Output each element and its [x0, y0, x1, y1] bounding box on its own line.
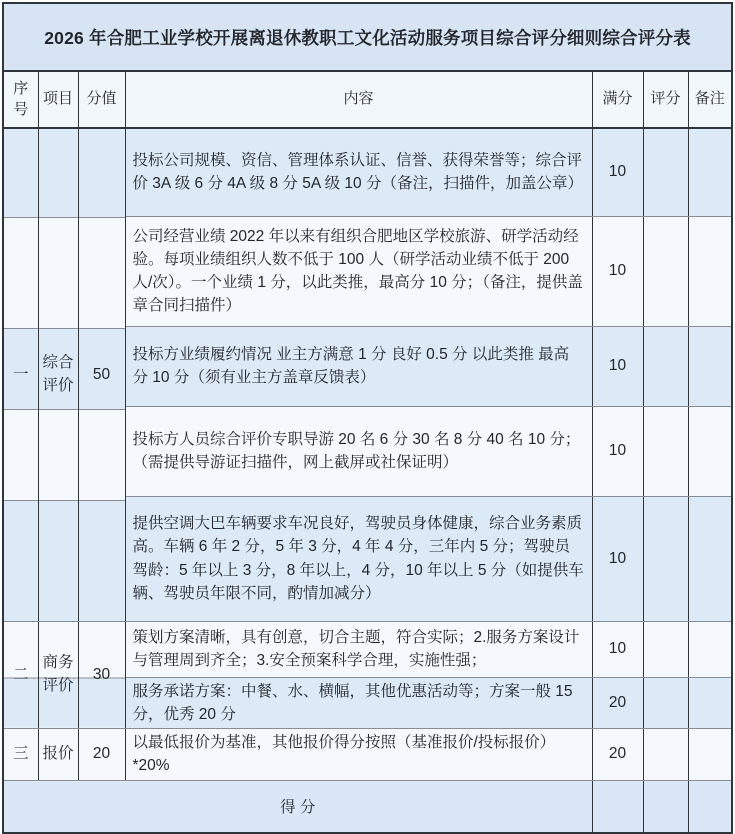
table-row: [3, 621, 732, 677]
section3-value: 20: [78, 729, 125, 781]
total-score-row: [3, 780, 732, 833]
max-score: 10: [592, 326, 643, 406]
note-cell: [688, 729, 732, 781]
section1-no: 一: [3, 128, 38, 621]
note-cell: [688, 128, 732, 216]
max-score: 10: [592, 128, 643, 216]
document-title: 2026 年合肥工业学校开展离退休教职工文化活动服务项目综合评分细则综合评分表: [3, 3, 732, 71]
col-header-item: 项目: [38, 71, 78, 128]
max-score: 20: [592, 677, 643, 729]
section2-item: 商务评价: [38, 621, 78, 729]
criteria-text: 投标方业绩履约情况 业主方满意 1 分 良好 0.5 分 以此类推 最高分 10 分（须有业主方盖章反馈表）: [125, 326, 592, 406]
section2-value: 30: [78, 621, 125, 729]
col-header-no: 序号: [3, 71, 38, 128]
total-note-cell: [688, 780, 732, 833]
note-cell: [688, 621, 732, 677]
col-header-max: 满分: [592, 71, 643, 128]
score-cell: [643, 621, 688, 677]
scoring-table: [2, 2, 733, 834]
max-score: 20: [592, 729, 643, 781]
note-cell: [688, 496, 732, 621]
score-cell: [643, 326, 688, 406]
criteria-text: 服务承诺方案：中餐、水、横幅，其他优惠活动等；方案一般 15 分，优秀 20 分: [125, 677, 592, 729]
note-cell: [688, 677, 732, 729]
max-score: 10: [592, 621, 643, 677]
score-cell: [643, 216, 688, 326]
col-header-content: 内容: [125, 71, 592, 128]
criteria-text: 以最低报价为基准，其他报价得分按照（基准报价/投标报价）*20%: [125, 729, 592, 781]
criteria-text: 投标方人员综合评价专职导游 20 名 6 分 30 名 8 分 40 名 10 分；（需提供导游证扫描件，网上截屏或社保证明）: [125, 406, 592, 496]
section1-item: 综合评价: [38, 128, 78, 621]
note-cell: [688, 406, 732, 496]
table-row: [3, 128, 732, 216]
score-cell: [643, 496, 688, 621]
criteria-text: 策划方案清晰，具有创意，切合主题，符合实际；2.服务方案设计与管理周到齐全；3.安全预案科学合理，实施性强；: [125, 621, 592, 677]
note-cell: [688, 326, 732, 406]
scoring-sheet: [2, 2, 733, 834]
max-score: 10: [592, 496, 643, 621]
col-header-score: 评分: [643, 71, 688, 128]
total-max-cell: [592, 780, 643, 833]
score-cell: [643, 729, 688, 781]
section2-no: 二: [3, 621, 38, 729]
criteria-text: 公司经营业绩 2022 年以来有组织合肥地区学校旅游、研学活动经验。每项业绩组织人数不低于 100 人（研学活动业绩不低于 200 人/次）。一个业绩 1 分，以此类推，最高分 10 分；（备注，提供盖章合同扫描件）: [125, 216, 592, 326]
col-header-note: 备注: [688, 71, 732, 128]
criteria-text: 投标公司规模、资信、管理体系认证、信誉、获得荣誉等；综合评价 3A 级 6 分 4A 级 8 分 5A 级 10 分（备注，扫描件，加盖公章）: [125, 128, 592, 216]
total-score-cell: [643, 780, 688, 833]
score-cell: [643, 128, 688, 216]
section1-value: 50: [78, 128, 125, 621]
note-cell: [688, 216, 732, 326]
section3-item: 报价: [38, 729, 78, 781]
score-cell: [643, 406, 688, 496]
criteria-text: 提供空调大巴车辆要求车况良好，驾驶员身体健康，综合业务素质高。车辆 6 年 2 分，5 年 3 分，4 年 4 分，三年内 5 分；驾驶员驾龄：5 年以上 3 分，8 年以上，4 分，10 年以上 5 分（如提供车辆、驾驶员年限不同，酌情加减分）: [125, 496, 592, 621]
max-score: 10: [592, 406, 643, 496]
score-cell: [643, 677, 688, 729]
max-score: 10: [592, 216, 643, 326]
total-score-label: 得 分: [3, 780, 592, 833]
col-header-value: 分值: [78, 71, 125, 128]
section3-no: 三: [3, 729, 38, 781]
table-row: [3, 729, 732, 781]
